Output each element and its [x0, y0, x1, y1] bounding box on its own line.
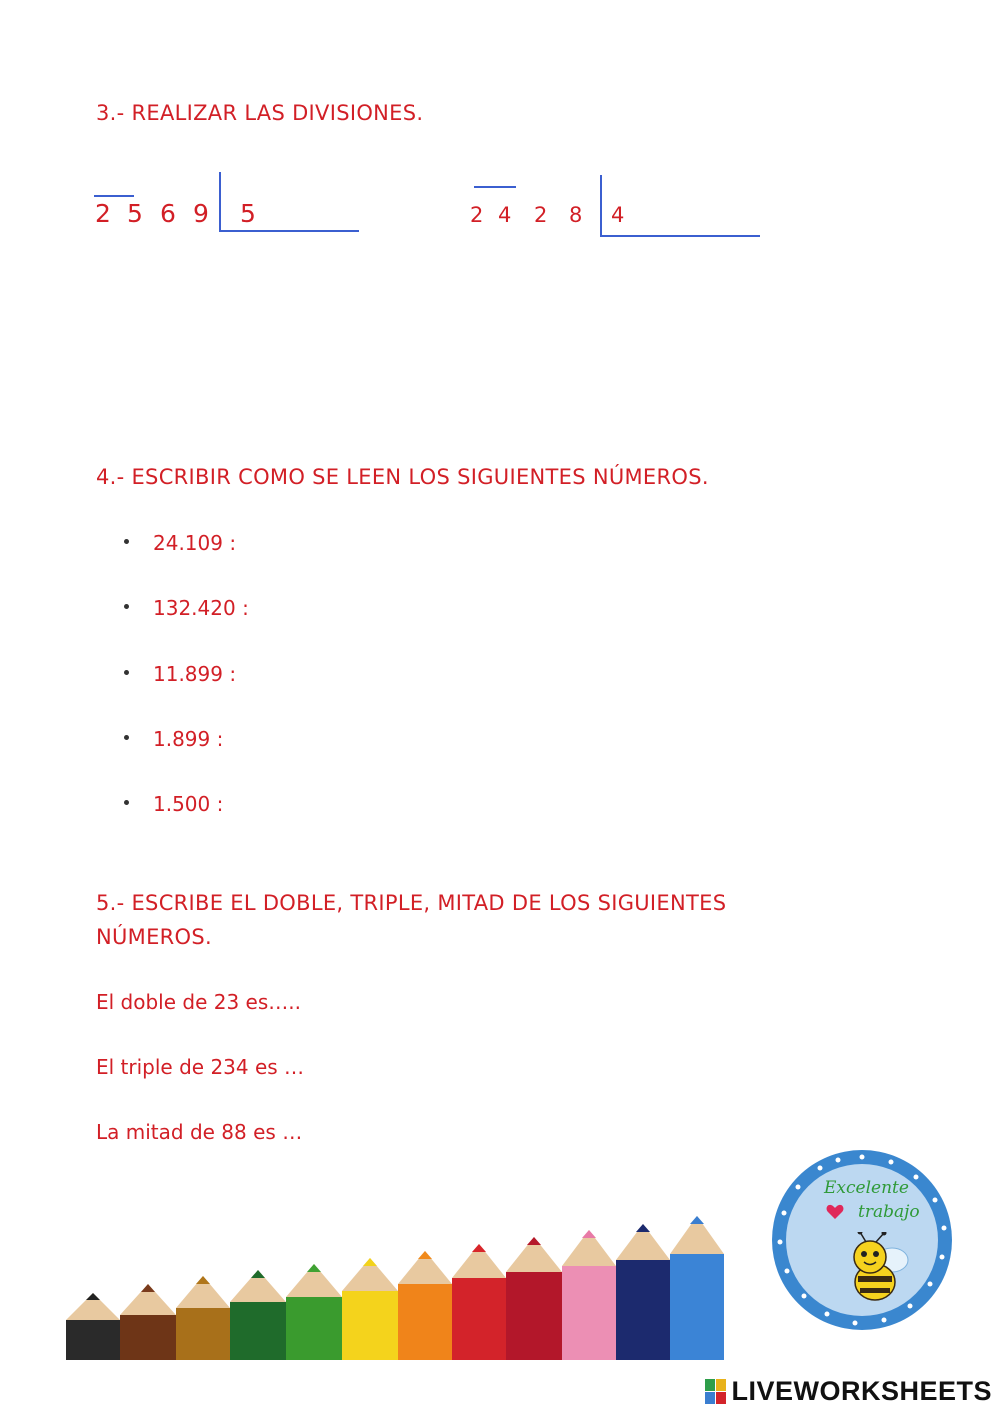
division-2-digit: 2 [470, 203, 484, 227]
section-4-title: 4.- ESCRIBIR COMO SE LEEN LOS SIGUIENTES NÚMEROS. [96, 465, 709, 489]
list-item [124, 596, 249, 620]
pencil-black-icon [66, 1293, 120, 1360]
pencil-brown-icon [120, 1284, 176, 1360]
pencil-navy-icon [616, 1224, 670, 1360]
liveworksheets-brand-text: LIVEWORKSHEETS [731, 1376, 992, 1406]
division-2-digit: 4 [498, 203, 512, 227]
heart-icon [826, 1204, 844, 1220]
list-item [124, 792, 223, 816]
pencil-pink-icon [562, 1230, 616, 1360]
division-1-bracket-vertical [219, 172, 221, 231]
division-2-bracket-horizontal [600, 235, 760, 237]
bullet-icon [124, 800, 129, 805]
bullet-icon [124, 604, 129, 609]
pencil-orange-icon [398, 1251, 452, 1360]
pencil-blue-icon [670, 1216, 724, 1360]
liveworksheets-logo [705, 1376, 992, 1407]
badge-text-line-1: Excelente [824, 1178, 909, 1198]
list-item [124, 662, 236, 686]
division-1-digit: 5 [127, 199, 143, 228]
division-2-digit: 8 [569, 203, 583, 227]
liveworksheets-logo-icon [705, 1379, 727, 1405]
pencil-ochre-icon [176, 1276, 230, 1360]
section-3-title: 3.- REALIZAR LAS DIVISIONES. [96, 101, 424, 125]
pencil-green-icon [286, 1264, 342, 1360]
excellent-work-badge [772, 1150, 952, 1330]
pencil-red-icon [452, 1244, 506, 1360]
list-item-text: 11.899 : [153, 662, 237, 686]
division-1-digit: 2 [95, 199, 111, 228]
bullet-icon [124, 539, 129, 544]
list-item-text: 1.899 : [153, 727, 224, 751]
division-2-overline [474, 186, 516, 188]
list-item [124, 531, 236, 555]
division-2-digit: 2 [534, 203, 548, 227]
list-item-text: 132.420 : [153, 596, 249, 620]
bee-icon [830, 1232, 920, 1312]
division-2-divisor: 4 [611, 203, 625, 227]
division-1-bracket-horizontal [219, 230, 359, 232]
division-2-bracket-vertical [600, 175, 602, 236]
badge-text-line-2: trabajo [858, 1202, 920, 1222]
bullet-icon [124, 670, 129, 675]
pencils-svg [40, 1180, 740, 1360]
division-1-digit: 6 [160, 199, 176, 228]
division-1-digit: 9 [193, 199, 209, 228]
sentence-half: La mitad de 88 es … [96, 1120, 303, 1144]
division-1-overline [94, 195, 134, 197]
list-item [124, 727, 223, 751]
sentence-triple: El triple de 234 es … [96, 1055, 305, 1079]
list-item-text: 24.109 : [153, 531, 237, 555]
bullet-icon [124, 735, 129, 740]
colored-pencils-illustration [40, 1180, 740, 1360]
division-1-divisor: 5 [240, 199, 256, 228]
pencil-crimson-icon [506, 1237, 562, 1360]
pencil-yellow-icon [342, 1258, 398, 1360]
sentence-double: El doble de 23 es….. [96, 990, 301, 1014]
section-5-title-line-1: 5.- ESCRIBE EL DOBLE, TRIPLE, MITAD DE LOS SIGUIENTES [96, 891, 727, 915]
pencil-darkgreen-icon [230, 1270, 286, 1360]
section-5-title-line-2: NÚMEROS. [96, 925, 212, 949]
list-item-text: 1.500 : [153, 792, 224, 816]
